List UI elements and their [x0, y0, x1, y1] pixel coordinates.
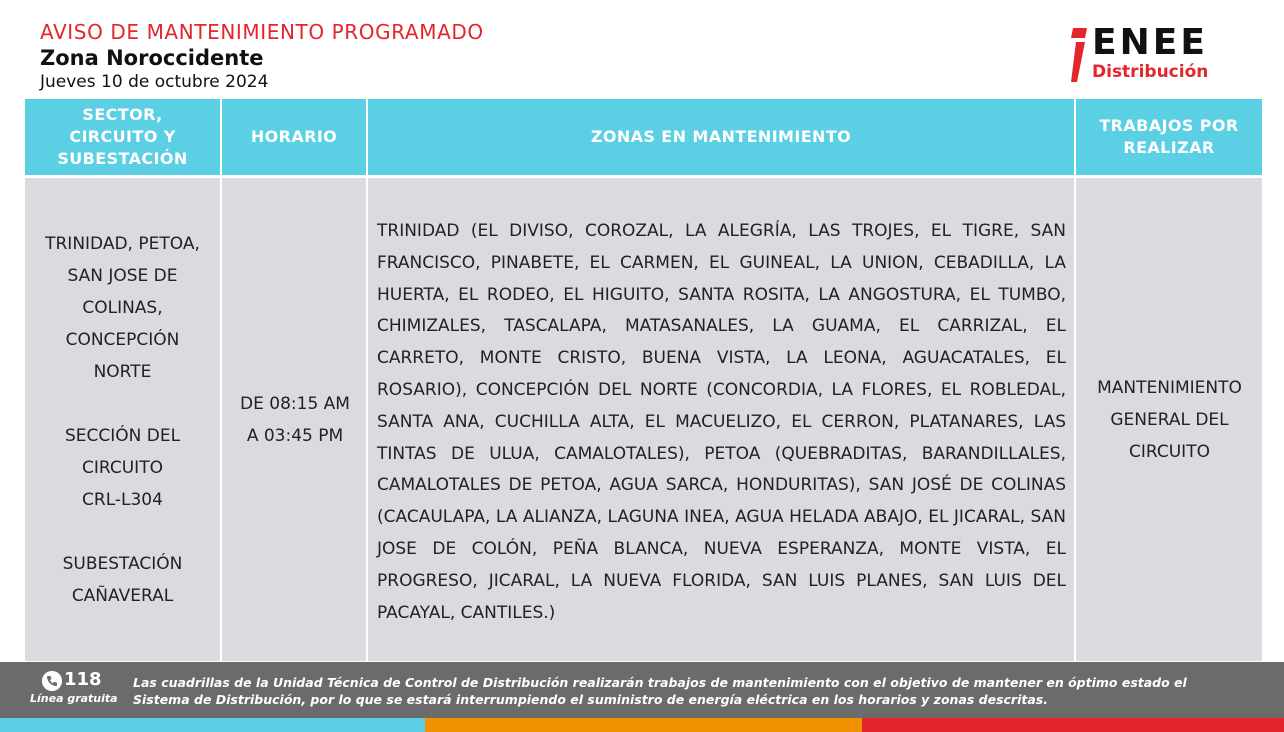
header-sector-label: SECTOR, CIRCUITO Y SUBESTACIÓN — [57, 105, 188, 168]
phone-label: Línea gratuita — [30, 692, 118, 705]
header-work-label: TRABAJOS POR REALIZAR — [1099, 116, 1239, 157]
cell-schedule: DE 08:15 AM A 03:45 PM — [240, 393, 350, 446]
enee-logo-icon — [1071, 28, 1087, 82]
header-work — [1076, 99, 1262, 175]
header-zones-label: ZONAS EN MANTENIMIENTO — [590, 127, 852, 146]
zone-name: Zona Noroccidente — [40, 46, 264, 70]
sector-names: TRINIDAD, PETOA, SAN JOSE DE COLINAS, CONCEPCIÓN NORTE — [45, 233, 200, 382]
stripe-orange — [425, 718, 862, 732]
substation-name: SUBESTACIÓN CAÑAVERAL — [62, 553, 183, 606]
cell-sector — [25, 178, 220, 661]
phone-icon — [42, 671, 62, 691]
stripe-cyan — [0, 718, 425, 732]
enee-logo — [1068, 22, 1248, 84]
stripe-red — [862, 718, 1284, 732]
phone-number: 118 — [64, 669, 102, 690]
column-divider — [1074, 99, 1076, 661]
notice-date: Jueves 10 de octubre 2024 — [40, 72, 269, 92]
maintenance-table — [25, 99, 1262, 661]
notice-title: AVISO DE MANTENIMIENTO PROGRAMADO — [40, 20, 484, 44]
logo-brand: ENEE — [1092, 22, 1208, 63]
header-sector — [25, 99, 220, 175]
cell-work: MANTENIMIENTO GENERAL DEL CIRCUITO — [1097, 377, 1242, 462]
header-zones — [368, 99, 1074, 175]
cell-zones: TRINIDAD (EL DIVISO, COROZAL, LA ALEGRÍA, LAS TROJES, EL TIGRE, SAN FRANCISCO, PINABETE, EL CARMEN, EL GUINEAL, LA UNION, CEBADILLA, LA HUERTA, EL RODEO, EL HIGUITO, SANTA ROSITA, LA ANGOSTURA, EL TUMBO, CHIMIZALES, TASCALAPA, MATASANALES, LA GUAMA, EL CARRIZAL, EL CARRETO, MONTE CRISTO, BUENA VISTA, LA LEONA, AGUACATALES, EL ROSARIO), CONCEPCIÓN DEL NORTE (CONCORDIA, LA FLORES, EL ROBLEDAL, SANTA ANA, CUCHILLA ALTA, EL MACUELIZO, EL CERRON, PLATANARES, LAS TINTAS DE ULUA, CAMALOTALES), PETOA (QUEBRADITAS, BARANDILLALES, CAMALOTALES DE PETOA, AGUA SARCA, HONDURITAS), SAN JOSÉ DE COLINAS (CACAULAPA, LA ALIANZA, LAGUNA INEA, AGUA HELADA ABAJO, EL JICARAL, SAN JOSE DE COLÓN, PEÑA BLANCA, NUEVA ESPERANZA, MONTE VISTA, EL PROGRESO, JICARAL, LA NUEVA FLORIDA, SAN LUIS PLANES, SAN LUIS DEL PACAYAL, CANTILES.) — [377, 221, 1066, 623]
circuit-section: SECCIÓN DEL CIRCUITO CRL-L304 — [64, 425, 181, 510]
footer-disclaimer: Las cuadrillas de la Unidad Técnica de Control de Distribución realizarán trabajos de mantenimiento con el objetivo de mantener en óptimo estado el Sistema de Distribución, por lo que se estará interrumpiendo el suministro de energía eléctrica en los horarios y zonas descritas. — [133, 675, 1187, 707]
logo-subtitle: Distribución — [1092, 62, 1209, 82]
header-schedule — [222, 99, 366, 175]
header-schedule-label: HORARIO — [250, 127, 338, 146]
